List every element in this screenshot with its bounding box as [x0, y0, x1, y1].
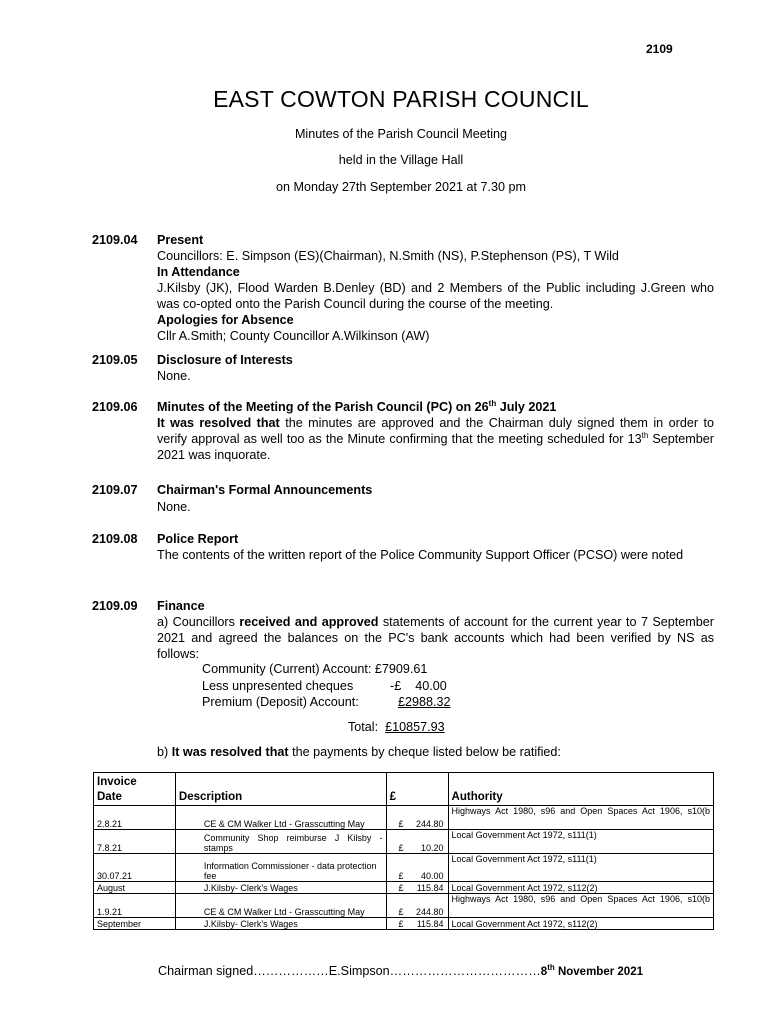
header-description: Description: [175, 773, 386, 806]
header-invoice-date: Invoice Date: [94, 773, 176, 806]
item-heading: Police Report: [157, 532, 239, 546]
attendance-heading: In Attendance: [157, 265, 240, 279]
finance-paragraph-b: b) It was resolved that the payments by cheque listed below be ratified:: [157, 745, 561, 759]
table-row: 1.9.21 CE & CM Walker Ltd - Grasscutting May £ 244.80 Highways Act 1980, s96 and Open Spaces Act 1906, s10(b: [94, 894, 714, 918]
minute-item-present: [92, 232, 714, 344]
page-number: 2109: [646, 42, 673, 56]
item-heading: Chairman's Formal Announcements: [157, 483, 373, 497]
subtitle-line-3: on Monday 27th September 2021 at 7.30 pm: [276, 180, 526, 194]
item-text: None.: [157, 500, 191, 514]
subtitle-line-1: Minutes of the Parish Council Meeting: [294, 127, 508, 141]
document-title: EAST COWTON PARISH COUNCIL: [213, 86, 589, 112]
attendance-text: J.Kilsby (JK), Flood Warden B.Denley (BD) and 2 Members of the Public including J.Green who was co-opted onto the Parish Council during the course of the meeting.: [157, 281, 714, 311]
balance-total: Total: £10857.93: [348, 720, 445, 734]
apologies-heading: Apologies for Absence: [157, 313, 294, 327]
finance-paragraph-a: a) Councillors received and approved statements of account for the current year to 7 September 2021 and agreed the balances on the PC's bank accounts which had been verified by NS as follows:: [157, 615, 714, 661]
item-text: The contents of the written report of the Police Community Support Officer (PCSO) were noted: [157, 548, 684, 562]
chairman-signature-line: Chairman signed………………E.Simpson………………………………8th November 2021: [158, 963, 643, 978]
table-row: September J.Kilsby- Clerk's Wages £ 115.84 Local Government Act 1972, s112(2): [94, 918, 714, 930]
item-heading: Disclosure of Interests: [157, 353, 293, 367]
item-text: It was resolved that the minutes are approved and the Chairman duly signed them in order to verify approval as well too as the Minute confirming that the meeting scheduled for 13th September 2021 was inquorate.: [157, 416, 714, 462]
councillors-present: Councillors: E. Simpson (ES)(Chairman), N.Smith (NS), P.Stephenson (PS), T Wild: [157, 249, 619, 263]
subtitle-line-2: held in the Village Hall: [338, 153, 464, 167]
header-authority: Authority: [448, 773, 713, 806]
item-heading: Minutes of the Meeting of the Parish Council (PC) on 26th July 2021: [157, 398, 557, 414]
minute-item-interests: [92, 352, 714, 384]
table-row: 30.07.21 Information Commissioner - data protection fee £ 40.00 Local Government Act 1972, s111(1): [94, 854, 714, 882]
item-number: 2109.04: [92, 233, 138, 247]
minute-item-police: [92, 531, 714, 563]
minute-item-announcements: [92, 482, 714, 515]
payments-table: [93, 772, 714, 930]
item-number: 2109.09: [92, 599, 138, 613]
item-number: 2109.05: [92, 353, 138, 367]
account-row-current: Community (Current) Account: £7909.61: [202, 662, 428, 676]
minute-item-finance: [92, 598, 714, 662]
table-header-row: [94, 773, 714, 806]
item-number: 2109.06: [92, 400, 138, 414]
item-number: 2109.08: [92, 532, 138, 546]
item-text: None.: [157, 369, 191, 383]
item-heading: Finance: [157, 599, 205, 613]
account-row-unpresented: Less unpresented cheques -£ 40.00: [202, 678, 447, 693]
header-amount: £: [386, 773, 448, 806]
item-number: 2109.07: [92, 483, 138, 497]
table-row: 7.8.21 Community Shop reimburse J Kilsby - stamps £ 10.20 Local Government Act 1972, s111(1): [94, 830, 714, 854]
account-balances: [202, 661, 451, 711]
minute-item-minutes: [92, 399, 714, 463]
account-row-premium: Premium (Deposit) Account: £2988.32: [202, 695, 451, 709]
item-heading: Present: [157, 233, 204, 247]
apologies-text: Cllr A.Smith; County Councillor A.Wilkinson (AW): [157, 329, 430, 343]
table-row: August J.Kilsby- Clerk's Wages £ 115.84 Local Government Act 1972, s112(2): [94, 882, 714, 894]
table-row: 2.8.21 CE & CM Walker Ltd - Grasscutting May £ 244.80 Highways Act 1980, s96 and Open Spaces Act 1906, s10(b: [94, 806, 714, 830]
